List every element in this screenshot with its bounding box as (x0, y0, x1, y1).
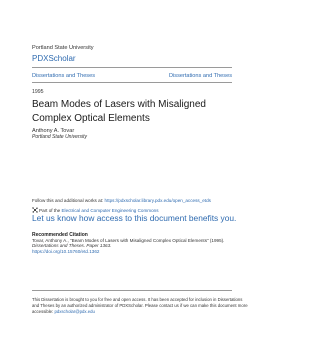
collection-link-right[interactable]: Dissertations and Theses (168, 72, 232, 79)
citation-heading: Recommended Citation (32, 231, 88, 238)
notice-line-1: This Dissertation is brought to you for free and open access. It has been accepted for inclusion in Dissertations (32, 297, 243, 302)
part-of-prefix: Part of the (39, 208, 62, 213)
notice-prefix: accessible: (32, 308, 55, 314)
collection-divider (32, 82, 232, 83)
follow-line (32, 198, 211, 203)
citation-line-1: Tovar, Anthony A., "Beam Modes of Lasers with Misaligned Complex Optical Elements" (1995). (32, 237, 225, 243)
commons-link[interactable]: Electrical and Computer Engineering Commons (61, 208, 159, 213)
top-divider (32, 67, 232, 68)
access-notice (32, 297, 248, 314)
collection-link-left[interactable]: Dissertations and Theses (32, 72, 96, 79)
bottom-divider (32, 290, 232, 291)
notice-line-2: and Theses by an authorized administrator of PDXScholar. Please contact us if we can make this document more (32, 302, 248, 308)
contact-email-link[interactable]: pdxscholar@pdx.edu (54, 308, 95, 314)
institution-name: Portland State University (32, 45, 94, 51)
benefit-feedback-link[interactable]: Let us know how access to this document benefits you. (32, 213, 237, 223)
document-title: Beam Modes of Lasers with Misaligned Complex Optical Elements (32, 99, 206, 124)
publication-year: 1995 (32, 89, 44, 95)
notice-line-3 (32, 309, 248, 315)
doi-link[interactable]: https://doi.org/10.15760/etd.1362 (32, 248, 100, 254)
author-affiliation: Portland State University (32, 134, 88, 140)
citation-line-2: Dissertations and Theses. Paper 1363. (32, 243, 112, 248)
follow-prefix: Follow this and additional works at: (32, 197, 105, 203)
author-name: Anthony A. Tovar (32, 127, 75, 134)
open-access-link[interactable]: https://pdxscholar.library.pdx.edu/open_access_etds (104, 197, 211, 203)
repository-link[interactable]: PDXScholar (32, 53, 76, 63)
